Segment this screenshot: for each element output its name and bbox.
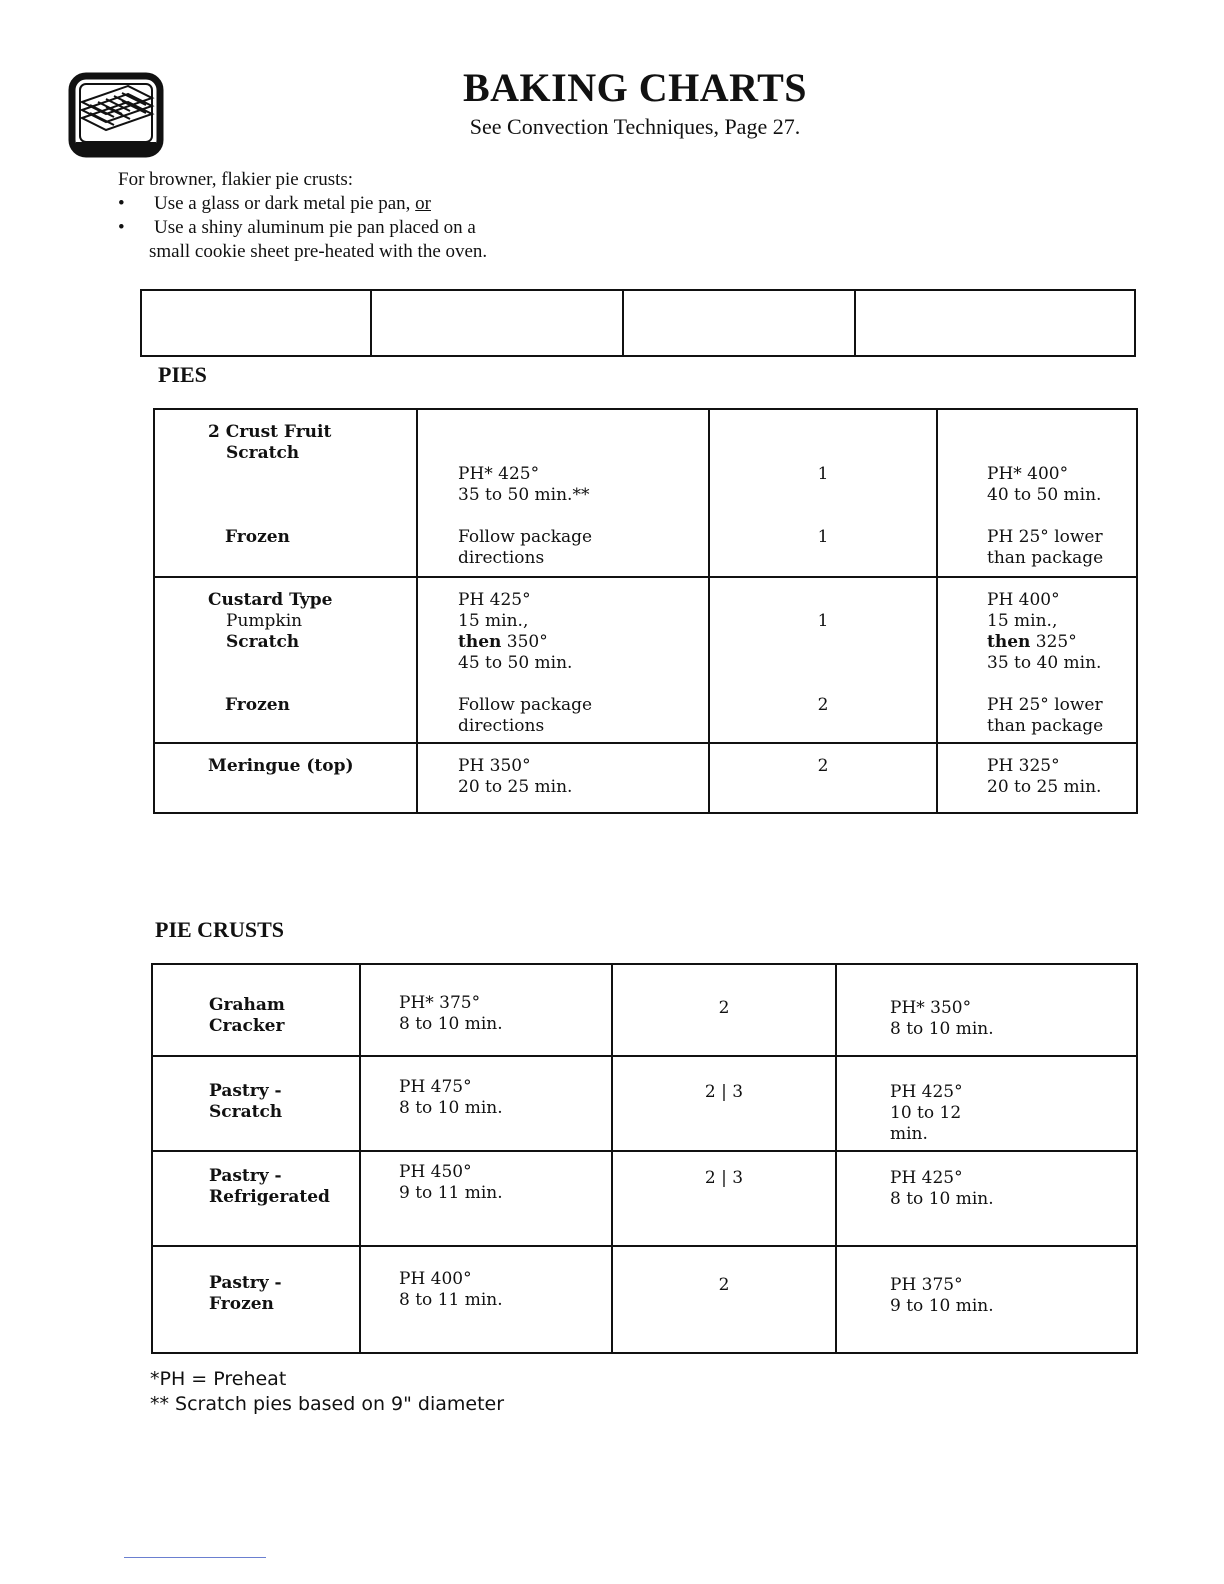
crust-conv: PH 375° 9 to 10 min. — [836, 1246, 1137, 1353]
header-cell — [855, 290, 1135, 356]
crust-rack: 2 — [612, 964, 836, 1056]
bullet1-or: or — [415, 193, 431, 214]
pie-fruit-label: 2 Crust Fruit Scratch Frozen — [154, 409, 417, 577]
table-row — [154, 409, 1137, 577]
page-title: BAKING CHARTS — [462, 65, 808, 110]
bullet-item — [118, 192, 487, 216]
crust-conv: PH 425° 10 to 12 min. — [836, 1056, 1137, 1151]
pie-fruit-conv: PH* 400° 40 to 50 min. PH 25° lower than package — [937, 409, 1137, 577]
pie-meringue-conv: PH 325° 20 to 25 min. — [937, 743, 1137, 813]
pie-meringue-rack: 2 — [709, 743, 937, 813]
header-cell — [371, 290, 623, 356]
header-table — [140, 289, 1136, 357]
table-row — [152, 1056, 1137, 1151]
crust-bake: PH 400° 8 to 11 min. — [360, 1246, 612, 1353]
footnote-preheat: *PH = Preheat — [150, 1368, 287, 1390]
crust-conv: PH* 350° 8 to 10 min. — [836, 964, 1137, 1056]
pie-meringue-label: Meringue (top) — [154, 743, 417, 813]
bullet2-line1: Use a shiny aluminum pie pan placed on a — [154, 217, 476, 238]
table-row — [152, 1246, 1137, 1353]
crust-rack: 2 — [612, 1246, 836, 1353]
table-row — [154, 743, 1137, 813]
crust-bake: PH 450° 9 to 11 min. — [360, 1151, 612, 1246]
pie-custard-conv: PH 400° 15 min., then 325° 35 to 40 min. PH 25° lower than package — [937, 577, 1137, 743]
table-row — [152, 964, 1137, 1056]
pies-table — [153, 408, 1138, 814]
pie-fruit-rack: 1 1 — [709, 409, 937, 577]
table-row — [154, 577, 1137, 743]
pie-custard-bake: PH 425° 15 min., then 350° 45 to 50 min. Follow package directions — [417, 577, 709, 743]
crust-label: Graham Cracker — [152, 964, 360, 1056]
crust-label: Pastry - Scratch — [152, 1056, 360, 1151]
crust-rack: 2 | 3 — [612, 1151, 836, 1246]
bullet2-line2: small cookie sheet pre-heated with the oven. — [149, 241, 488, 262]
crust-bake: PH* 375° 8 to 10 min. — [360, 964, 612, 1056]
crust-conv: PH 425° 8 to 10 min. — [836, 1151, 1137, 1246]
bullet-dot: • — [118, 217, 125, 238]
pie-crusts-heading: PIE CRUSTS — [155, 917, 284, 942]
pie-fruit-bake: PH* 425° 35 to 50 min.** Follow package directions — [417, 409, 709, 577]
pie-crusts-table — [151, 963, 1138, 1354]
footer-rule — [124, 1557, 266, 1558]
header-cell — [141, 290, 371, 356]
pies-heading: PIES — [158, 362, 207, 387]
intro-text — [118, 168, 487, 264]
table-row — [152, 1151, 1137, 1246]
pie-custard-rack: 1 2 — [709, 577, 937, 743]
crust-bake: PH 475° 8 to 10 min. — [360, 1056, 612, 1151]
footnote-scratch: ** Scratch pies based on 9" diameter — [150, 1393, 505, 1415]
crust-label: Pastry - Refrigerated — [152, 1151, 360, 1246]
bullet-item — [118, 216, 487, 240]
bullet1-text: Use a glass or dark metal pie pan, — [154, 193, 416, 214]
pie-meringue-bake: PH 350° 20 to 25 min. — [417, 743, 709, 813]
page-subtitle: See Convection Techniques, Page 27. — [469, 114, 801, 139]
bullet-dot: • — [118, 193, 125, 214]
header-cell — [623, 290, 855, 356]
intro-lead: For browner, flakier pie crusts: — [118, 169, 354, 190]
crust-rack: 2 | 3 — [612, 1056, 836, 1151]
pie-custard-label: Custard Type Pumpkin Scratch Frozen — [154, 577, 417, 743]
crust-label: Pastry - Frozen — [152, 1246, 360, 1353]
